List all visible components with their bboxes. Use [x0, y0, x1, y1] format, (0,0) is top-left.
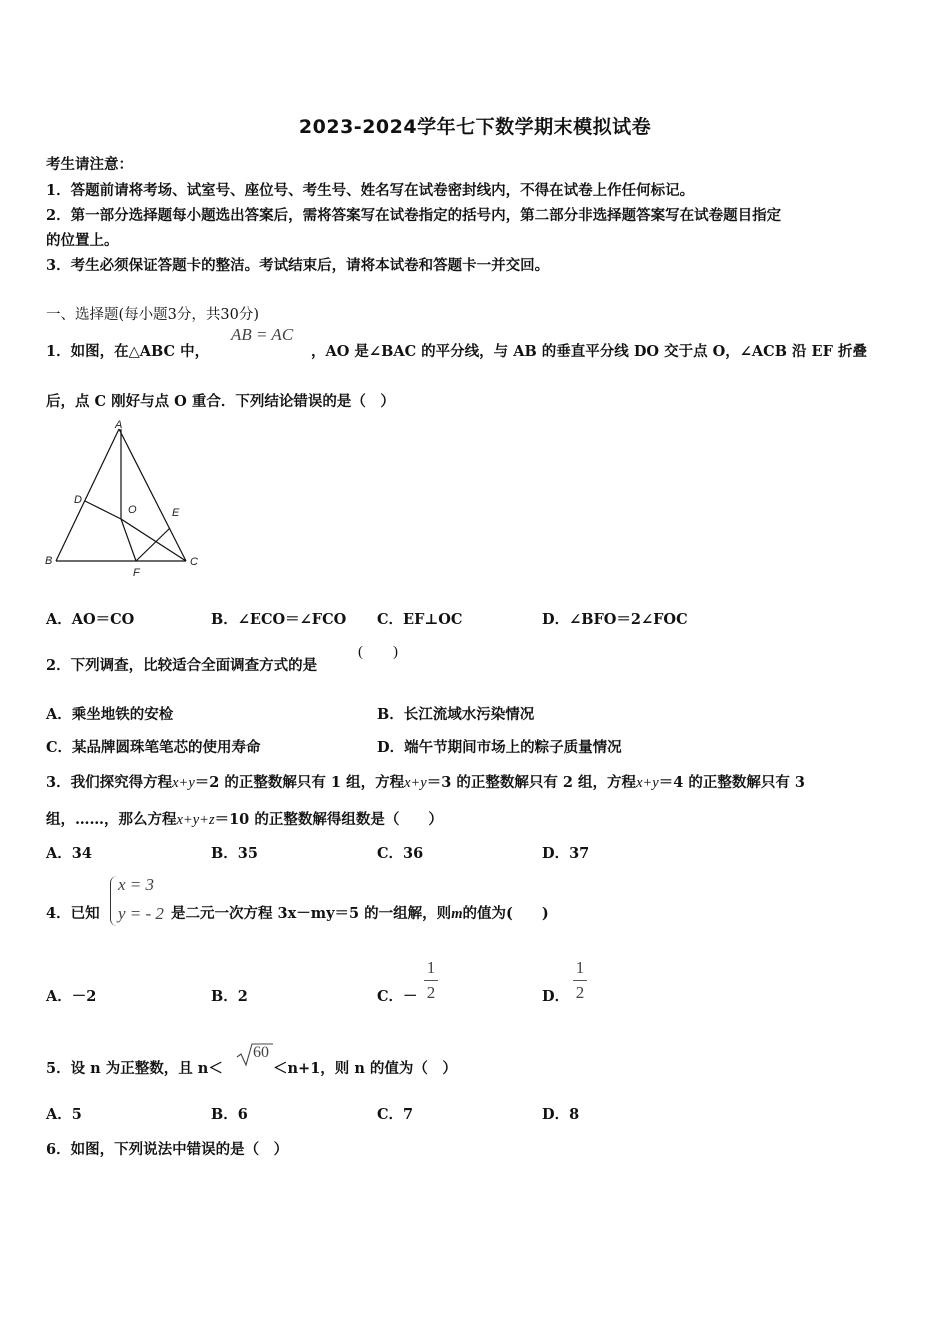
- q4-c-denominator: 2: [426, 983, 436, 1002]
- q1-condition: AB = AC: [231, 325, 294, 344]
- q5-radicand: 60: [253, 1044, 269, 1061]
- q4-c-numerator: 1: [426, 958, 436, 977]
- q3-eq3: x+y: [636, 775, 659, 791]
- q2-option-a[interactable]: A．乘坐地铁的安检: [46, 706, 174, 723]
- q1-suffix: ，AO 是∠BAC 的平分线，与 AB 的垂直平分线 DO 交于点 O，∠ACB 沿 EF 折叠: [311, 343, 867, 360]
- q3-option-d[interactable]: D．37: [542, 845, 590, 862]
- q1-option-a[interactable]: A．AO＝CO: [46, 611, 135, 628]
- q4-d-denominator: 2: [575, 983, 585, 1002]
- page-title: 2023-2024学年七下数学期末模拟试卷: [298, 116, 652, 138]
- q3-option-a[interactable]: A．34: [46, 845, 92, 862]
- q3-text-a: 3．我们探究得方程: [46, 774, 173, 791]
- notice-item-2-cont: 的位置上。: [46, 232, 119, 249]
- q4-var: m: [451, 906, 463, 922]
- q4-d-numerator: 1: [575, 958, 585, 977]
- label-c: C: [190, 556, 198, 568]
- notice-item-1: 1．答题前请将考场、试室号、座位号、考生号、姓名写在试卷密封线内，不得在试卷上作任何标记。: [46, 182, 695, 199]
- notice-item-3: 3．考生必须保证答题卡的整洁。考试结束后，请将本试卷和答题卡一并交回。: [46, 257, 550, 274]
- perp-bisector-do: [85, 501, 121, 519]
- q2-option-d[interactable]: D．端午节期间市场上的粽子质量情况: [377, 739, 622, 756]
- q3-text-d: ＝4 的正整数解只有 3: [658, 774, 805, 791]
- q3-option-b[interactable]: B．35: [211, 845, 258, 862]
- label-b: B: [45, 555, 53, 567]
- q1-triangle-figure: [40, 415, 210, 580]
- q4-prefix: 4．已知: [46, 905, 100, 922]
- q5-suffix: ＜n+1，则 n 的值为（ ）: [273, 1060, 457, 1077]
- q4-stem: [171, 902, 549, 923]
- q2-answer-paren: ( ): [358, 644, 398, 660]
- q3-eq2: x+y: [404, 775, 427, 791]
- label-d: D: [74, 494, 82, 506]
- q3-eq4: x+y+z: [176, 812, 215, 828]
- q1-option-c[interactable]: C．EF⊥OC: [377, 611, 463, 628]
- q3-option-c[interactable]: C．36: [377, 845, 424, 862]
- q4-option-d[interactable]: D．: [542, 988, 570, 1005]
- q4-suffix: 的值为( ): [462, 905, 549, 922]
- q4-c-fraction-bar: [424, 980, 438, 981]
- q6-stem: 6．如图，下列说法中错误的是（ ）: [46, 1141, 289, 1158]
- q4-option-b[interactable]: B．2: [211, 988, 248, 1005]
- q4-option-d-fraction: [573, 958, 587, 1003]
- q4-option-c[interactable]: C．－: [377, 988, 418, 1005]
- q3-text-b: ＝2 的正整数解只有 1 组，方程: [194, 774, 405, 791]
- q2-stem: 2．下列调查，比较适合全面调查方式的是: [46, 657, 318, 674]
- q4-system-brace: [110, 876, 117, 926]
- q3-eq1: x+y: [172, 775, 195, 791]
- q3-text-c: ＝3 的正整数解只有 2 组，方程: [426, 774, 637, 791]
- label-o: O: [128, 504, 137, 516]
- segment-of: [121, 519, 136, 561]
- side-ab: [56, 429, 119, 561]
- q4-system-eq1: x = 3: [118, 875, 155, 894]
- q3-line2: [46, 808, 443, 829]
- q1-prefix: 1．如图，在△ABC 中，: [46, 343, 210, 360]
- q4-mid: 是二元一次方程 3x－my＝5 的一组解，则: [171, 905, 452, 922]
- q2-option-b[interactable]: B．长江流域水污染情况: [377, 706, 535, 723]
- q2-option-c[interactable]: C．某品牌圆珠笔笔芯的使用寿命: [46, 739, 261, 756]
- section-heading: 一、选择题(每小题3分，共30分): [46, 307, 259, 323]
- q4-d-fraction-bar: [573, 980, 587, 981]
- q3-text-f: ＝10 的正整数解得组数是（ ）: [214, 811, 443, 828]
- q3-line1: [46, 771, 805, 792]
- q4-system-eq2: y = - 2: [118, 904, 164, 923]
- q1-option-b[interactable]: B．∠ECO＝∠FCO: [211, 611, 347, 628]
- q4-option-c-fraction: [424, 958, 438, 1003]
- q5-option-b[interactable]: B．6: [211, 1106, 248, 1123]
- q5-option-d[interactable]: D．8: [542, 1106, 580, 1123]
- q1-line2: 后，点 C 刚好与点 O 重合．下列结论错误的是（ ）: [46, 393, 395, 410]
- q1-option-d[interactable]: D．∠BFO＝2∠FOC: [542, 611, 688, 628]
- label-f: F: [133, 567, 140, 579]
- fold-ef: [136, 528, 170, 561]
- label-e: E: [172, 507, 180, 519]
- q5-prefix: 5．设 n 为正整数，且 n＜: [46, 1060, 223, 1077]
- notice-item-2: 2．第一部分选择题每小题选出答案后，需将答案写在试卷指定的括号内，第二部分非选择题答案写在试卷题目指定: [46, 207, 782, 224]
- q4-option-a[interactable]: A．－2: [46, 988, 97, 1005]
- notice-heading: 考生请注意：: [46, 156, 133, 173]
- q3-text-e: 组，……，那么方程: [46, 811, 177, 828]
- q5-option-c[interactable]: C．7: [377, 1106, 414, 1123]
- q5-option-a[interactable]: A．5: [46, 1106, 82, 1123]
- segment-oc: [121, 519, 186, 561]
- label-a: A: [115, 419, 123, 431]
